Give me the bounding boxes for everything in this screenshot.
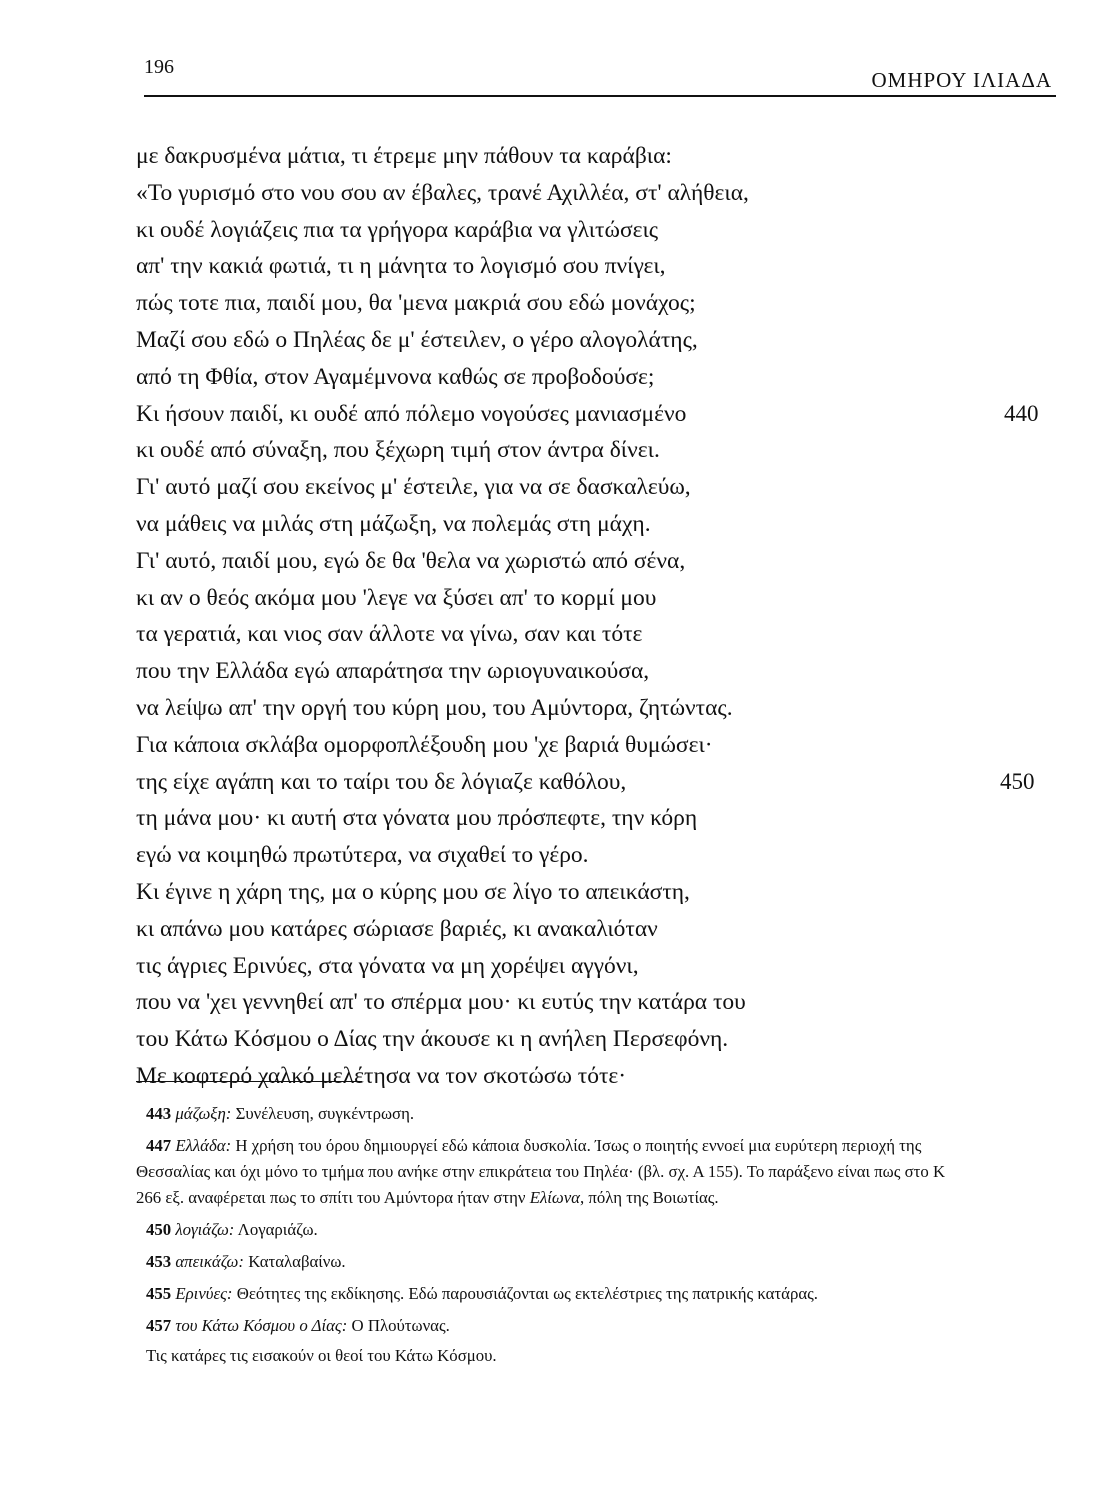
footnote-term: Ελίωνα [529,1188,580,1207]
footnote-term: λογιάζω: [175,1220,235,1239]
poem-line-text: κι απάνω μου κατάρες σώριασε βαριές, κι ανακαλιόταν [136,915,658,942]
footnote-number: 457 [146,1316,172,1335]
line-number: 450 [1000,768,1035,794]
footnote-number: 453 [146,1252,172,1271]
footnotes [136,1101,966,1375]
footnote-text: Θεότητες της εκδίκησης. Εδώ παρουσιάζονται ως εκτελέστριες της πατρικής κατάρας. [232,1284,818,1303]
footnote-text: Ο Πλούτωνας. [347,1316,450,1335]
poem-line [136,837,966,874]
poem-line-text: του Κάτω Κόσμου ο Δίας την άκουσε κι η ανήλεη Περσεφόνη. [136,1026,729,1053]
footnote-number: 447 [146,1136,172,1155]
poem-line-text: με δακρυσμένα μάτια, τι έτρεμε μην πάθουν τα καράβια: [136,143,672,169]
footnote-continuation: Τις κατάρες τις εισακούν οι θεοί του Κάτω Κόσμου. [146,1346,497,1365]
footnote [136,1313,966,1339]
footnote-term: του Κάτω Κόσμου ο Δίας: [175,1316,348,1335]
poem-line [136,874,966,911]
poem-line [136,800,966,837]
poem-line-text: εγώ να κοιμηθώ πρωτύτερα, να σιχαθεί το γέρο. [136,842,589,869]
poem-line [136,469,966,506]
header-rule [144,95,1056,97]
poem-line [136,543,966,580]
poem-line [136,727,966,764]
poem-line-text: τις άγριες Ερινύες, στα γόνατα να μη χορέψει αγγόνι, [136,952,639,979]
poem-line-text: κι αν ο θεός ακόμα μου 'λεγε να ξύσει απ' το κορμί μου [136,584,657,611]
poem-line [136,359,966,396]
footnote-text: Συνέλευση, συγκέντρωση. [231,1104,415,1123]
footnote [136,1281,966,1307]
poem-line [136,948,966,985]
footnote-term: Ερινύες: [175,1284,233,1303]
poem-line-text: πώς τοτε πια, παιδί μου, θα 'μενα μακριά σου εδώ μονάχος; [136,290,696,317]
footnote-text: , πόλη της Βοιωτίας. [580,1188,719,1207]
poem-line-text: κι ουδέ λογιάζεις πια τα γρήγορα καράβια να γλιτώσεις [136,216,659,243]
poem-line-text: «Το γυρισμό στο νου σου αν έβαλες, τρανέ Αχιλλέα, στ' αλήθεια, [136,179,749,206]
poem-line [136,1058,966,1095]
poem-line-text: κι ουδέ από σύναξη, που ξέχωρη τιμή στον άντρα δίνει. [136,437,660,464]
poem-line-text: να μάθεις να μιλάς στη μάζωξη, να πολεμάς στη μάχη. [136,510,651,537]
footnote-number: 443 [146,1104,172,1123]
poem-line [136,212,966,249]
poem-line [136,911,966,948]
poem-line-text: Γι' αυτό, παιδί μου, εγώ δε θα 'θελα να χωριστώ από σένα, [136,547,686,574]
footnote-text: Καταλαβαίνω. [244,1252,346,1271]
poem-line-text: Για κάποια σκλάβα ομορφοπλέξουδη μου 'χε βαριά θυμώσει· [136,731,713,758]
poem-line [136,580,966,617]
poem-line [136,1021,966,1058]
footnote-text: Η χρήση του όρου δημιουργεί εδώ κάποια δυσκολία. Ίσως ο ποιητής εννοεί μια ευρύτερη περιοχή της Θεσσαλίας και όχι μόνο το τμήμα που ανήκε στην επικράτεια του Πηλέα· (βλ. σχ. Α 155). Το παράξενο είναι πως στο Κ 266 εξ. αναφέρεται πως το σπίτι του Αμύντορα ήταν στην [136,1136,946,1207]
poem-line-text: Με κοφτερό χαλκό μελέτησα να τον σκοτώσω τότε· [136,1062,627,1089]
running-title: ΟΜΗΡΟΥ ΙΛΙΑΔΑ [871,68,1052,92]
poem-line [136,175,966,212]
footnote-number: 450 [146,1220,172,1239]
footnote-text: Λογαριάζω. [234,1220,318,1239]
poem-line [136,248,966,285]
footnote-term: Ελλάδα: [175,1136,232,1155]
footnote [136,1133,966,1211]
poem-line [136,322,966,359]
poem-line [136,285,966,322]
poem-line-text: που την Ελλάδα εγώ απαράτησα την ωριογυναικούσα, [136,658,650,685]
footnote [136,1217,966,1243]
poem-line-text: Κι έγινε η χάρη της, μα ο κύρης μου σε λίγο το απεικάστη, [136,878,690,905]
poem-line-text: Γι' αυτό μαζί σου εκείνος μ' έστειλε, για να σε δασκαλεύω, [136,474,691,501]
poem-line-text: που να 'χει γεννηθεί απ' το σπέρμα μου· κι ευτύς την κατάρα του [136,989,746,1016]
poem-line [136,984,966,1021]
page-number: 196 [144,56,174,78]
poem-line-text: Κι ήσουν παιδί, κι ουδέ από πόλεμο νογούσες μανιασμένο [136,400,687,427]
footnote [136,1249,966,1275]
poem-line-text: να λείψω απ' την οργή του κύρη μου, του Αμύντορα, ζητώντας. [136,694,733,721]
footnote-number: 455 [146,1284,172,1303]
poem-line-text: τη μάνα μου· κι αυτή στα γόνατα μου πρόσπεφτε, την κόρη [136,805,698,832]
poem-line [136,138,966,175]
poem-line [136,690,966,727]
poem-line [136,764,1035,801]
poem-line-text: από τη Φθία, στον Αγαμέμνονα καθώς σε προβοδούσε; [136,363,655,390]
poem-text [136,138,1039,1095]
footnote-term: απεικάζω: [175,1252,244,1271]
line-number: 440 [1004,400,1039,426]
poem-line [136,432,966,469]
poem-line [136,653,966,690]
poem-line-text: απ' την κακιά φωτιά, τι η μάνητα το λογισμό σου πνίγει, [136,253,666,280]
poem-line [136,506,966,543]
poem-line-text: Μαζί σου εδώ ο Πηλέας δε μ' έστειλεν, ο γέρο αλογολάτης, [136,326,698,353]
poem-line-text: της είχε αγάπη και το ταίρι του δε λόγιαζε καθόλου, [136,768,627,795]
poem-line [136,616,966,653]
footnote-rule [136,1081,362,1082]
poem-line [136,396,1039,433]
footnote-term: μάζωξη: [175,1104,232,1123]
footnote [136,1101,966,1127]
poem-line-text: τα γερατιά, και νιος σαν άλλοτε να γίνω, σαν και τότε [136,621,643,648]
